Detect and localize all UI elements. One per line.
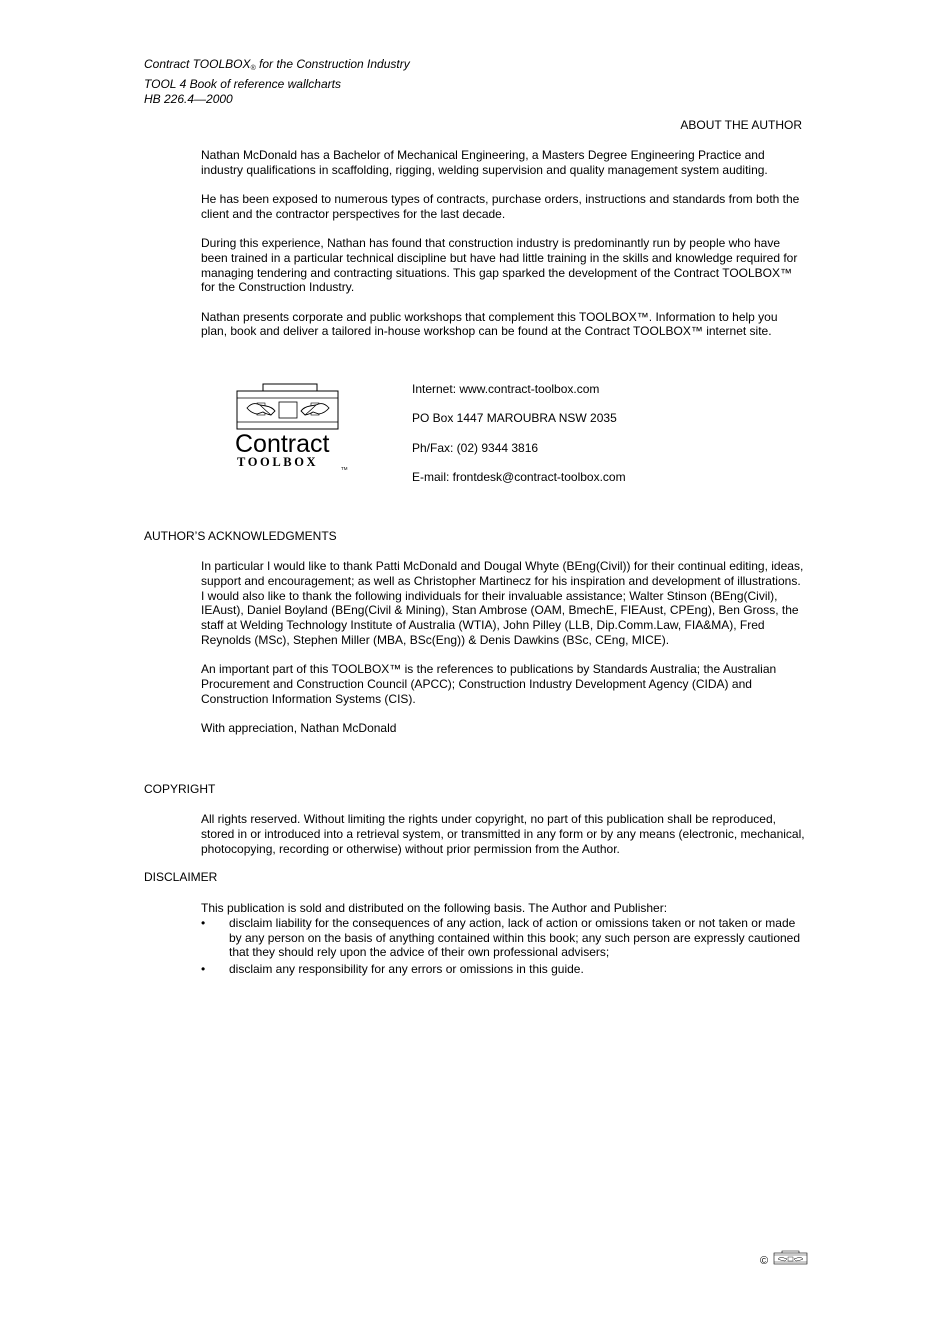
about-author-heading: ABOUT THE AUTHOR [680, 118, 802, 132]
acknowledgments-paragraph: In particular I would like to thank Patti McDonald and Dougal Whyte (BEng(Civil)) for their continual editing, ideas, support and encouragement; as well as Christopher Martinecz for his inspiration and development of illustrations. I would also like to thank the following individuals for their invaluable assistance; Walter Stinson (BEng(Civil), IEAust), Daniel Boyland (BEng(Civil & Mining), Stan Ambrose (OAM, BmechE, FIEAust, CPEng), Ben Gross, the staff at Welding Technology Institute of Australia (WTIA), John Pilley (LLB, Dip.Comm.Law, FIA&MA), Fred Reynolds (MSc), Stephen Miller (MBA, BSc(Eng)) & Denis Dawkins (BSc, CEng, MICE). [201, 559, 804, 647]
copyright-symbol: © [760, 1255, 769, 1267]
copyright-paragraph: All rights reserved. Without limiting the rights under copyright, no part of this publication shall be reproduced, stored in or introduced into a retrieval system, or transmitted in any form or by any means (electronic, mechanical, photocopying, recording or otherwise) without prior permission from the Author. [201, 812, 805, 856]
acknowledgments-body [201, 559, 805, 750]
header-line-1: Contract $TOOLBOX_®$ for the Construction Industry [144, 57, 410, 72]
disclaimer-body [201, 901, 805, 979]
internet-address: Internet: www.contract-toolbox.com [412, 382, 600, 396]
about-paragraph: He has been exposed to numerous types of contracts, purchase orders, instructions and standards from both the client and the contractor perspectives for the last decade. [201, 191, 800, 221]
postal-address: PO Box 1447 MAROUBRA NSW 2035 [412, 411, 617, 426]
about-paragraph: Nathan McDonald has a Bachelor of Mechanical Engineering, a Masters Degree Engineering Practice and industry qualifications in scaffolding, rigging, welding supervision and quality management system auditing. [201, 148, 768, 177]
phone-fax: Ph/Fax: (02) 9344 3816 [412, 440, 539, 455]
about-author-body [201, 148, 805, 354]
contact-details [412, 382, 626, 500]
list-item: • disclaim liability for the consequences of any action, lack of action or omissions taken or not taken or made by any person on the basis of anything contained within this book; any such person are expressly cautioned that they should rely upon the advice of their own professional advisers; [201, 915, 801, 960]
bullet-glyph: • [201, 915, 206, 930]
copyright-heading: COPYRIGHT [144, 782, 216, 796]
email-address: E-mail: frontdesk@contract-toolbox.com [412, 470, 626, 485]
logo-trademark: TM [341, 466, 348, 471]
disclaimer-list [201, 916, 805, 977]
about-paragraph: Nathan presents corporate and public workshops that complement this TOOLBOX™. Information to help you plan, book and deliver a tailored in-house workshop can be found at the Contract TOOLBOX™ internet site. [201, 309, 778, 339]
header-line-2: TOOL 4 Book of reference wallcharts [144, 76, 341, 91]
running-header [144, 57, 410, 108]
logo-word-toolbox: TOOLBOX [237, 455, 319, 469]
copyright-body [201, 812, 805, 871]
page-footer [760, 1250, 810, 1268]
disclaimer-intro: This publication is sold and distributed on the following basis. The Author and Publisher: [201, 901, 668, 915]
contract-toolbox-logo [233, 381, 349, 473]
acknowledgments-heading: AUTHOR’S ACKNOWLEDGMENTS [144, 529, 337, 543]
toolbox-mini-logo-icon [773, 1250, 808, 1266]
bullet-glyph: • [201, 962, 206, 977]
acknowledgments-paragraph: An important part of this TOOLBOX™ is the references to publications by Standards Australia; the Australian Procurement and Construction Council (APCC); Construction Industry Development Agency (CIDA) and Construction Information Systems (CIS). [201, 662, 777, 706]
registered-mark: ® [250, 65, 256, 72]
toolbox-handshake-icon [233, 381, 349, 473]
about-paragraph: During this experience, Nathan has found that construction industry is predominantly run by people who have been trained in a particular technical discipline but have had little training in the skills and knowledge required for managing tendering and contracting situations. This gap sparked the development of the Contract TOOLBOX™ for the Construction Industry. [201, 235, 798, 295]
acknowledgments-signoff: With appreciation, Nathan McDonald [201, 720, 397, 735]
list-item: • disclaim any responsibility for any errors or omissions in this guide. [201, 962, 584, 977]
logo-word-contract: Contract [235, 430, 330, 458]
disclaimer-heading: DISCLAIMER [144, 870, 218, 884]
header-line-3: HB 226.4—2000 [144, 92, 233, 106]
